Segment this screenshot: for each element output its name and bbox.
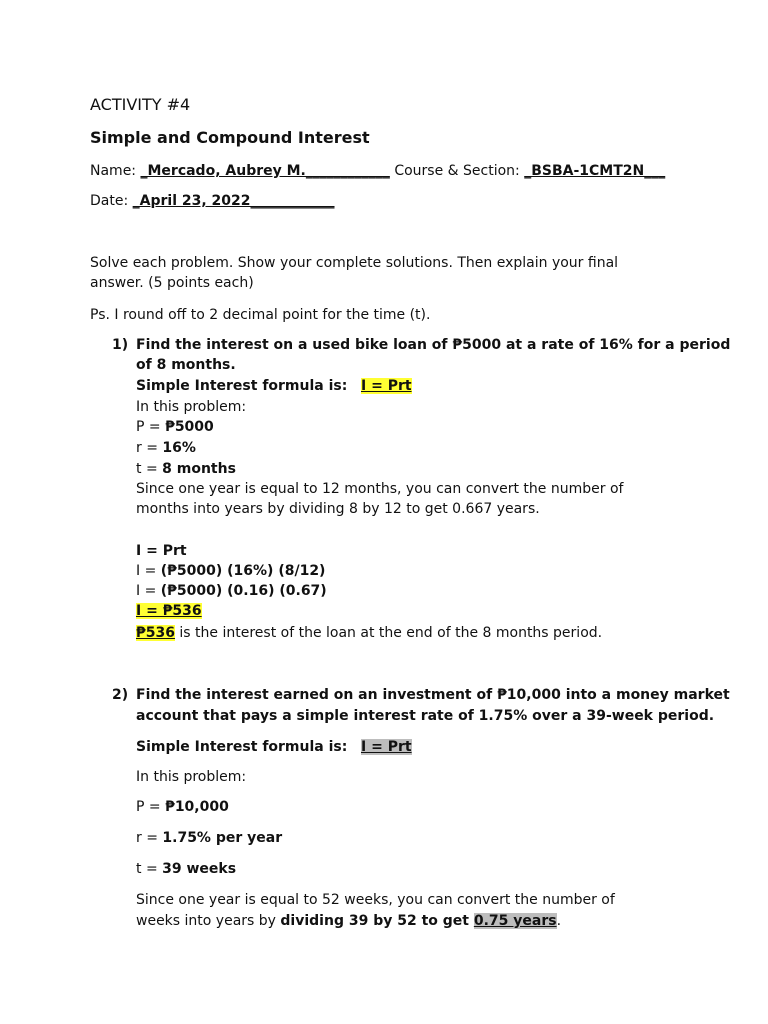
problem-1-formula: [361, 377, 412, 395]
conclusion-text: is the interest of the loan at the end of the 8 months period.: [174, 625, 603, 641]
problem-1-formula-label: Simple Interest formula is:: [136, 378, 348, 394]
problem-1-calc-1: I = Prt: [136, 543, 187, 559]
r-label: r =: [136, 440, 163, 456]
r-value: 1.75% per year: [162, 830, 283, 846]
course-value: _BSBA-1CMT2N___: [524, 163, 666, 179]
problem-2-formula: [361, 738, 412, 756]
conclusion-value: ₱536: [136, 625, 175, 641]
p-value: ₱10,000: [165, 799, 229, 815]
instructions-line-1: Solve each problem. Show your complete solutions. Then explain your final: [90, 255, 619, 271]
problem-1-calc-3: [136, 582, 327, 600]
calc-3-value: (₱5000) (0.16) (0.67): [160, 583, 327, 599]
problem-2-formula-highlight: I = Prt: [361, 739, 412, 755]
activity-title: ACTIVITY #4: [90, 95, 191, 114]
problem-1-number: 1): [112, 337, 129, 353]
explain-2d: .: [556, 913, 562, 929]
problem-1-explain-line-1: Since one year is equal to 12 months, you can convert the number of: [136, 481, 624, 497]
problem-2-question-line-1: Find the interest earned on an investment of ₱10,000 into a money market: [136, 687, 730, 703]
calc-3-label: I =: [136, 583, 161, 599]
explain-2c-highlight: 0.75 years: [473, 913, 557, 929]
problem-2-r: [136, 829, 282, 847]
explain-2a: weeks into years by: [136, 913, 281, 929]
name-value: _Mercado, Aubrey M.____________: [140, 163, 390, 179]
t-value: 8 months: [162, 461, 236, 477]
problem-1-r: [136, 439, 196, 457]
problem-2-explain-line-1: Since one year is equal to 52 weeks, you can convert the number of: [136, 892, 615, 908]
p-label: P =: [136, 419, 166, 435]
p-value: ₱5000: [165, 419, 214, 435]
name-line: [90, 162, 665, 180]
date-label: Date:: [90, 193, 133, 209]
problem-1-calc-2: [136, 562, 325, 580]
problem-2-t: [136, 860, 236, 878]
problem-2-explain-line-2: [136, 912, 561, 930]
problem-1-t: [136, 460, 236, 478]
problem-2-number: 2): [112, 687, 129, 703]
calc-2-value: (₱5000) (16%) (8/12): [160, 563, 326, 579]
problem-2-p: [136, 798, 229, 816]
problem-2-in-problem: In this problem:: [136, 769, 247, 785]
name-label: Name:: [90, 163, 141, 179]
problem-1-p: [136, 418, 214, 436]
p-label: P =: [136, 799, 166, 815]
t-label: t =: [136, 861, 163, 877]
calc-2-label: I =: [136, 563, 161, 579]
date-line: [90, 192, 335, 210]
problem-1-formula-highlight: I = Prt: [361, 378, 412, 394]
course-label: Course & Section:: [389, 163, 525, 179]
problem-1-explain-line-2: months into years by dividing 8 by 12 to get 0.667 years.: [136, 501, 540, 517]
r-label: r =: [136, 830, 163, 846]
t-label: t =: [136, 461, 163, 477]
problem-1-question-line-2: of 8 months.: [136, 357, 236, 373]
activity-subtitle: Simple and Compound Interest: [90, 128, 370, 147]
date-value: _April 23, 2022____________: [132, 193, 335, 209]
problem-2-question-line-2: account that pays a simple interest rate of 1.75% over a 39-week period.: [136, 708, 715, 724]
explain-2b: dividing 39 by 52 to get: [280, 913, 474, 929]
problem-1-conclusion: [136, 624, 602, 642]
problem-1-result-highlight: I = ₱536: [136, 603, 202, 619]
rounding-note: Ps. I round off to 2 decimal point for the time (t).: [90, 307, 431, 323]
r-value: 16%: [162, 440, 196, 456]
problem-1-in-problem: In this problem:: [136, 399, 247, 415]
instructions-line-2: answer. (5 points each): [90, 275, 254, 291]
problem-1-question-line-1: Find the interest on a used bike loan of ₱5000 at a rate of 16% for a period: [136, 337, 731, 353]
problem-1-result: [136, 602, 202, 620]
problem-2-formula-label: Simple Interest formula is:: [136, 739, 348, 755]
t-value: 39 weeks: [162, 861, 237, 877]
